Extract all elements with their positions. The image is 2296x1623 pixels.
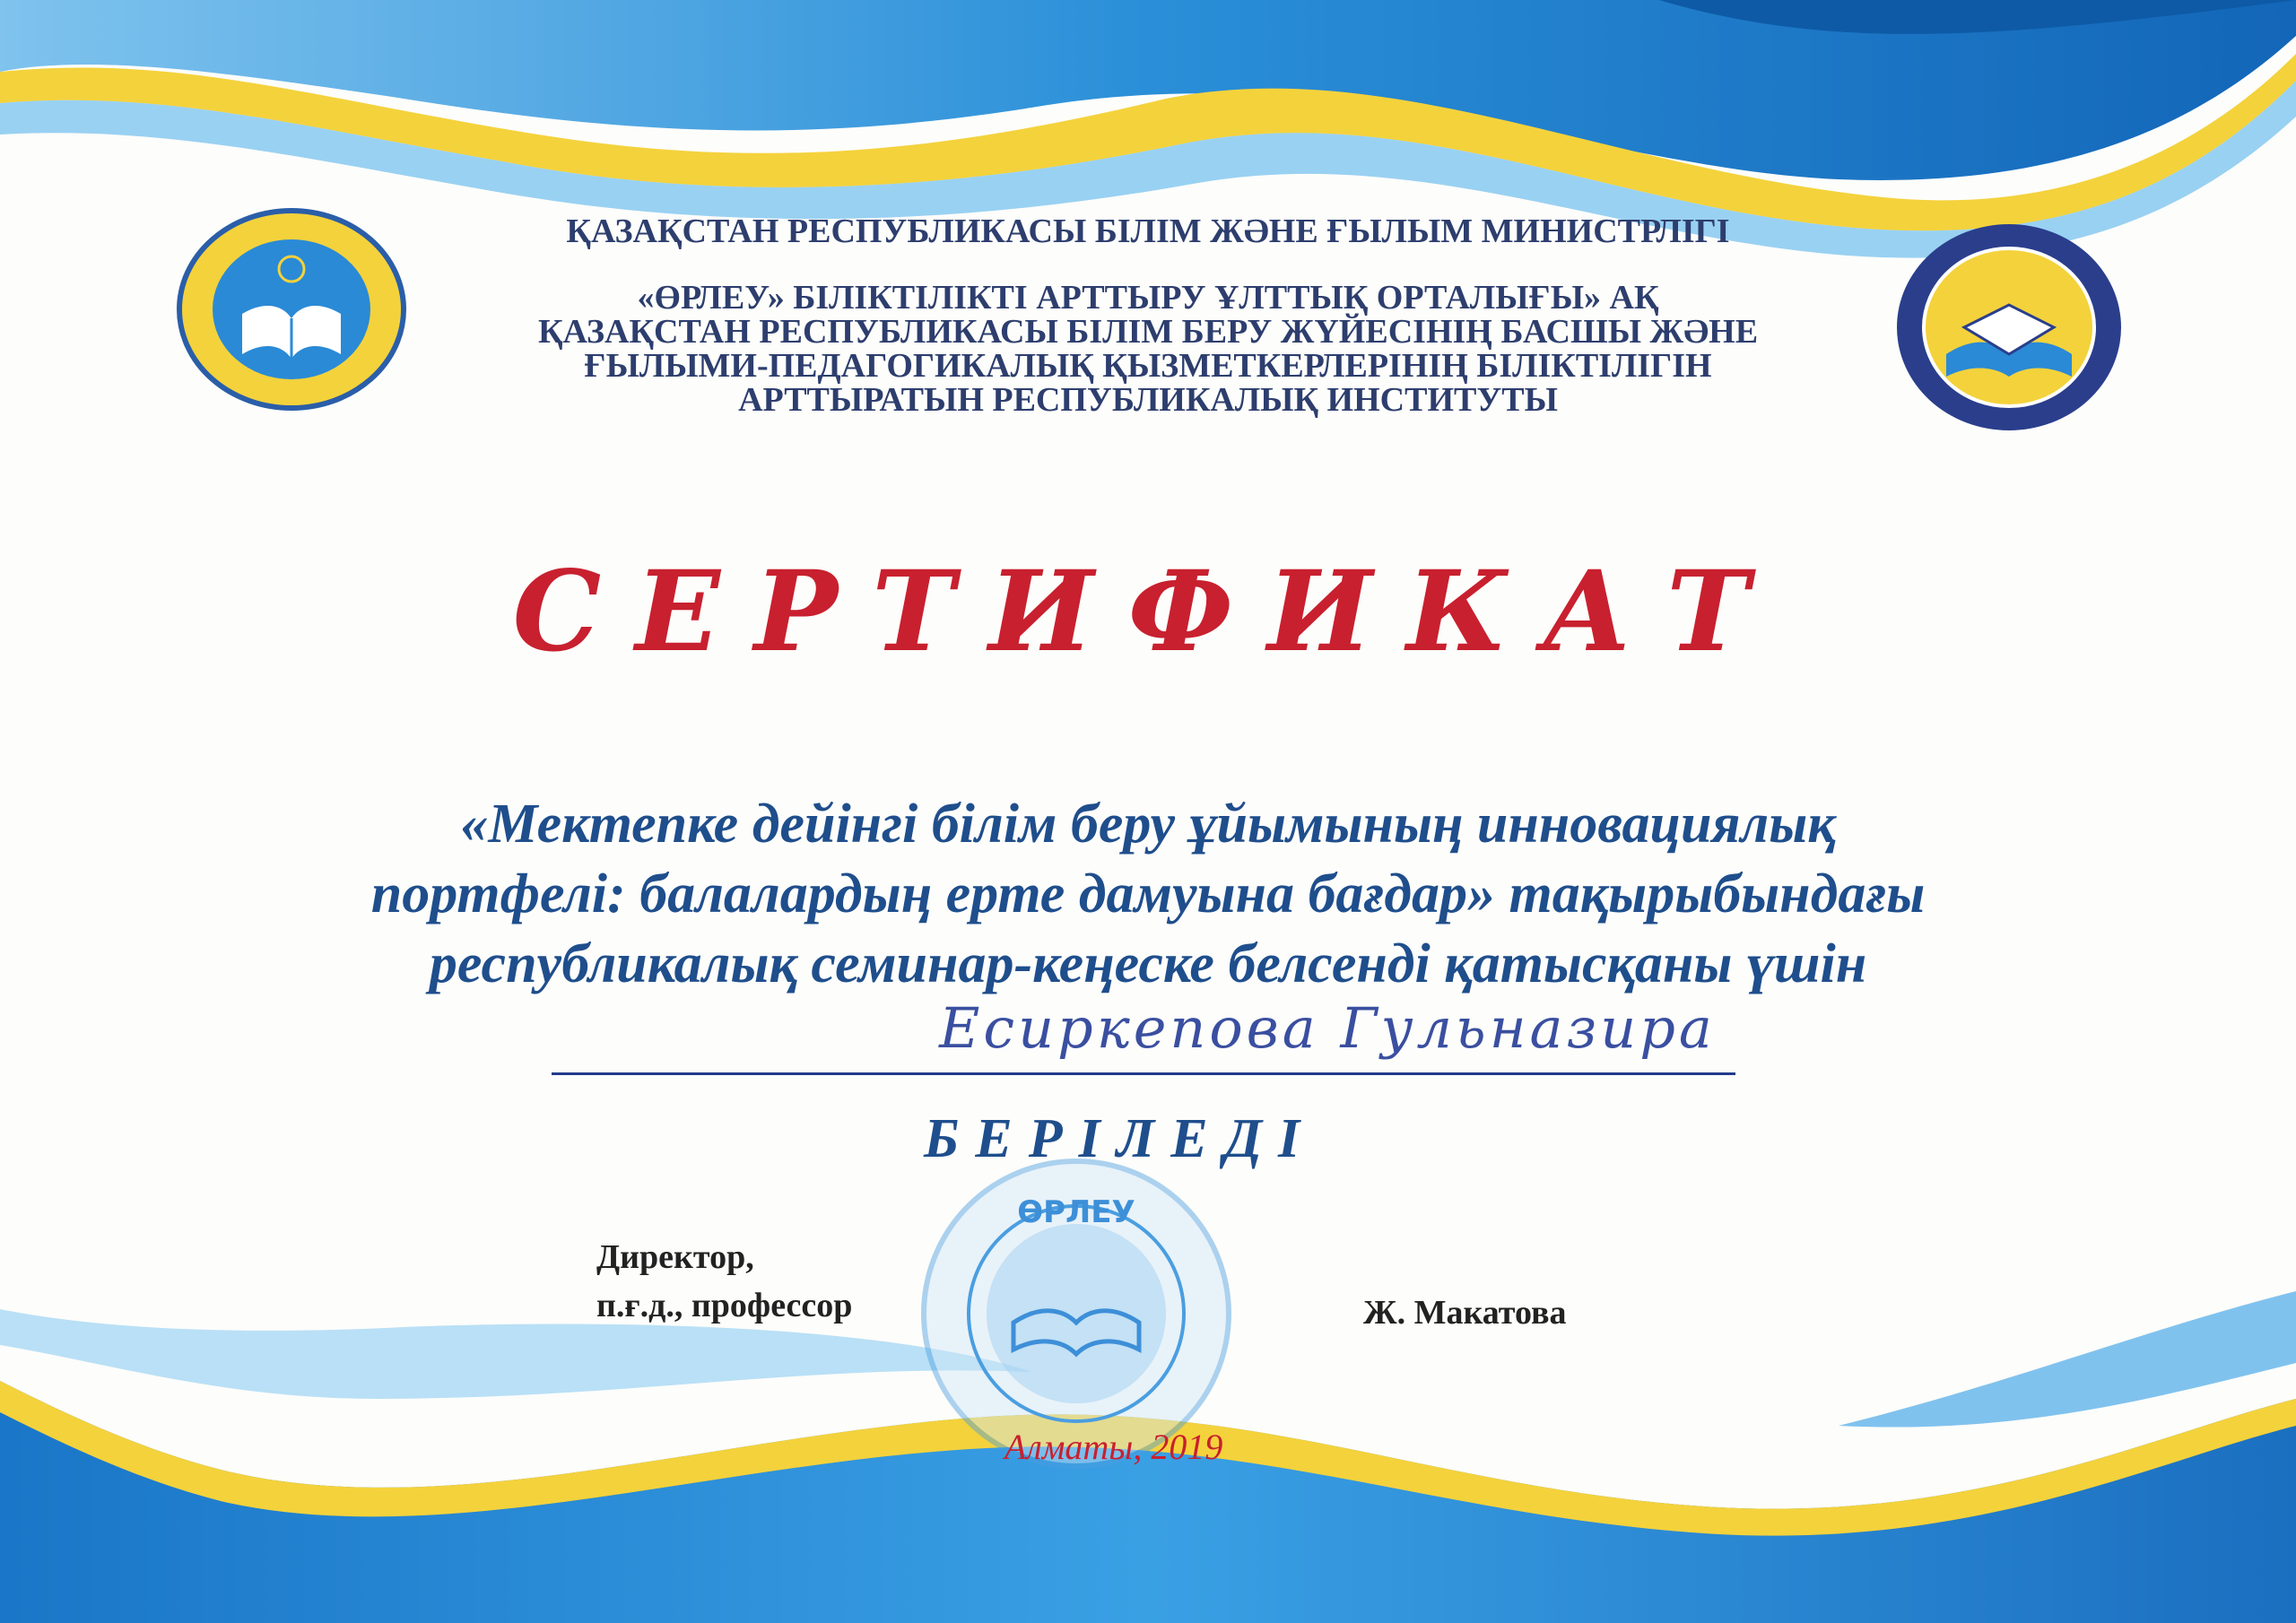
issued-label: БЕРІЛЕДІ	[924, 1108, 1317, 1169]
orleu-emblem-icon	[1892, 220, 2126, 435]
topic-line3: республикалық семинар-кеңеске белсенді қатысқаны үшін	[429, 933, 1867, 994]
certificate-title: СЕРТИФИКАТ	[512, 547, 1784, 677]
topic-text	[269, 789, 2027, 999]
ministry-heading: ҚАЗАҚСТАН РЕСПУБЛИКАСЫ БІЛІМ ЖӘНЕ ҒЫЛЫМ МИНИСТРЛІГІ	[566, 213, 1730, 250]
recipient-name: Есиркепова Гульназира	[939, 995, 1716, 1061]
city-year: Алматы, 2019	[1004, 1427, 1223, 1467]
institute-heading-line3: АРТТЫРАТЫН РЕСПУБЛИКАЛЫҚ ИНСТИТУТЫ	[738, 381, 1558, 419]
ministry-emblem-icon	[175, 206, 408, 412]
center-heading: «ӨРЛЕУ» БІЛІКТІЛІКТІ АРТТЫРУ ҰЛТТЫҚ ОРТАЛЫҒЫ» АҚ	[637, 279, 1659, 317]
signatory-role-line2: п.ғ.д., профессор	[596, 1287, 853, 1324]
stamp-text: ӨРЛЕУ	[1017, 1194, 1135, 1230]
recipient-underline	[552, 1072, 1735, 1075]
topic-line2: портфелі: балалардың ерте дамуына бағдар» тақырыбындағы	[370, 864, 1926, 924]
topic-line1: «Мектепке дейінгі білім беру ұйымының инновациялық	[460, 794, 1836, 855]
institute-heading-line1: ҚАЗАҚСТАН РЕСПУБЛИКАСЫ БІЛІМ БЕРУ ЖҮЙЕСІНІҢ БАСШЫ ЖӘНЕ	[537, 313, 1759, 351]
institute-heading-line2: ҒЫЛЫМИ-ПЕДАГОГИКАЛЫҚ ҚЫЗМЕТКЕРЛЕРІНІҢ БІЛІКТІЛІГІН	[584, 347, 1712, 385]
signatory-role-line1: Директор,	[596, 1238, 754, 1276]
signatory-role	[596, 1233, 852, 1330]
signatory-name: Ж. Макатова	[1363, 1294, 1567, 1332]
